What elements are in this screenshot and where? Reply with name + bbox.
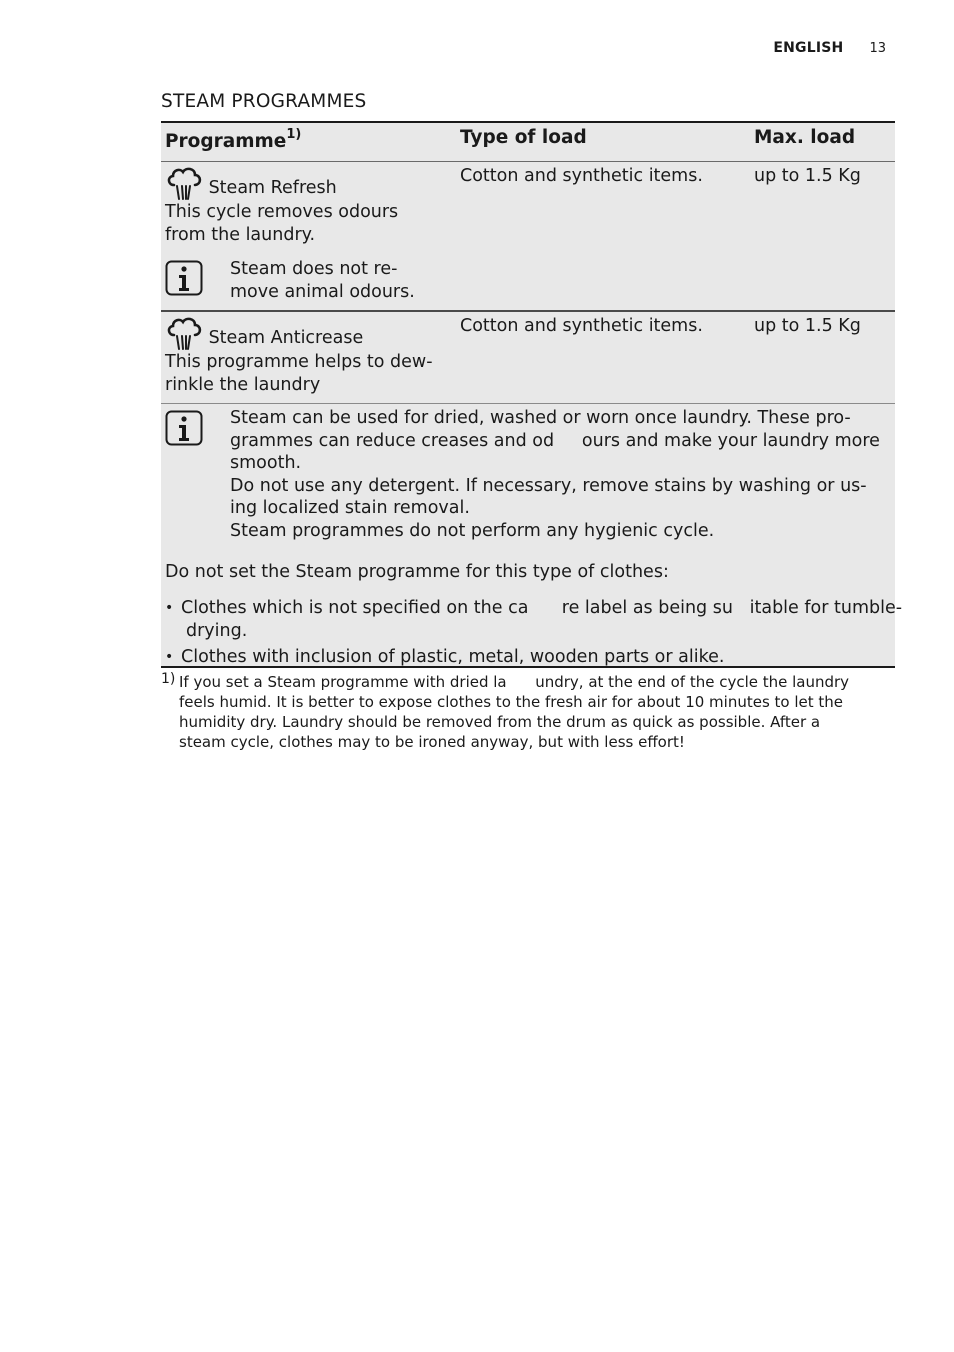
note-line: Steam programmes do not perform any hygienic cycle. [230, 520, 715, 541]
steam-refresh-note [230, 258, 415, 303]
info-icon [165, 260, 203, 296]
steam-programmes-table [161, 121, 903, 668]
programme-name-line [165, 315, 433, 351]
programme-name: Steam Anticrease [208, 328, 364, 348]
page-number: 13 [869, 41, 886, 56]
header-max-load: Max. load [754, 127, 856, 148]
bullet-line: • Clothes which is not specified on the ca re label as being su itable for tumble- [181, 598, 903, 618]
steam-info-note [230, 407, 890, 542]
table-header-row [161, 123, 895, 162]
footnote-text [161, 672, 861, 752]
description-line: rinkle the laundry [165, 374, 321, 395]
description-line: This programme helps to dew- [165, 352, 433, 372]
page-header [773, 40, 886, 56]
steam-icon [165, 165, 203, 201]
footnote-mark: 1) [161, 671, 176, 687]
type-of-load-cell: Cotton and synthetic items. [460, 166, 703, 186]
table-row-notes [161, 404, 903, 667]
list-item [165, 646, 885, 669]
programme-cell [165, 165, 398, 246]
table-row-steam-anticrease [161, 312, 895, 404]
note-line: smooth. [230, 453, 302, 473]
max-load-cell: up to 1.5 Kg [754, 166, 861, 186]
header-programme-label: Programme [165, 131, 287, 153]
programme-description [165, 201, 398, 246]
list-item [165, 597, 903, 642]
programme-name-line [165, 165, 398, 201]
note-line: Steam can be used for dried, washed or worn once laundry. These pro- [230, 408, 851, 428]
type-of-load-cell: Cotton and synthetic items. [460, 316, 703, 336]
note-line: ing localized stain removal. [230, 498, 470, 518]
info-icon [165, 410, 203, 446]
description-line: This cycle removes odours [165, 202, 399, 222]
footnote-line: steam cycle, clothes may to be ironed anyway, but with less effort! [179, 733, 685, 751]
warning-list [165, 597, 903, 673]
table-row-steam-refresh [161, 162, 895, 312]
warning-intro: Do not set the Steam programme for this type of clothes: [165, 562, 669, 582]
header-footnote-mark: 1) [286, 127, 302, 142]
header-programme [165, 129, 301, 152]
note-line: move animal odours. [230, 281, 415, 302]
footnote [161, 672, 861, 752]
max-load-cell: up to 1.5 Kg [754, 316, 861, 336]
programme-cell [165, 315, 433, 396]
programme-description [165, 351, 433, 396]
programme-name: Steam Refresh [208, 178, 337, 198]
section-title: STEAM PROGRAMMES [161, 91, 367, 112]
note-line: Steam does not re- [230, 259, 398, 279]
bullet-line: • Clothes with inclusion of plastic, metal, wooden parts or alike. [181, 647, 725, 667]
language-label: ENGLISH [773, 40, 844, 56]
footnote-line: If you set a Steam programme with dried la undry, at the end of the cycle the laundry [179, 673, 850, 691]
steam-icon [165, 315, 203, 351]
note-line: Do not use any detergent. If necessary, remove stains by washing or us- [230, 475, 867, 496]
note-line: grammes can reduce creases and od ours and make your laundry more [230, 430, 880, 451]
header-type-of-load: Type of load [460, 127, 587, 148]
description-line: from the laundry. [165, 224, 316, 245]
footnote-line: feels humid. It is better to expose clothes to the fresh air for about 10 minutes to let the [179, 693, 844, 711]
bullet-line: drying. [186, 620, 248, 641]
footnote-line: humidity dry. Laundry should be removed from the drum as quick as possible. After a [179, 713, 821, 731]
